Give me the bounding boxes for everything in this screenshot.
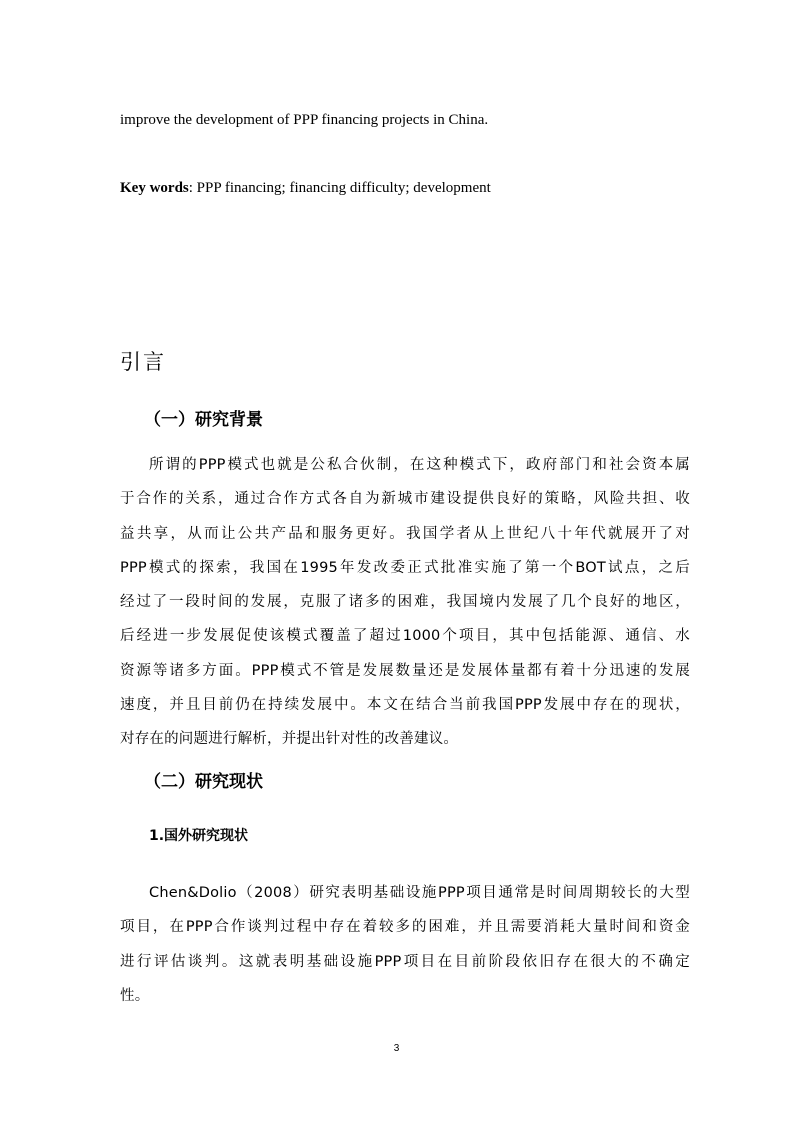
paragraph-line: 对存在的问题进行解析，并提出针对性的改善建议。 xyxy=(120,731,459,748)
paragraph-line: 速度，并且目前仍在持续发展中。本文在结合当前我国PPP发展中存在的现状， xyxy=(120,697,690,714)
section-heading-status: （二）研究现状 xyxy=(144,772,263,792)
paragraph-line: 于合作的关系，通过合作方式各自为新城市建设提供良好的策略，风险共担、收 xyxy=(120,491,690,508)
keywords-text: : PPP financing; financing difficulty; development xyxy=(188,180,491,196)
page-number: 3 xyxy=(393,1043,400,1054)
paragraph-line: Chen&Dolio（2008）研究表明基础设施PPP项目通常是时间周期较长的大型 xyxy=(149,885,690,901)
background-paragraph xyxy=(120,456,690,765)
paragraph-line: 进行评估谈判。这就表明基础设施PPP项目在目前阶段依旧存在很大的不确定 xyxy=(120,953,690,970)
paragraph-line: 性。 xyxy=(120,987,150,1004)
paragraph-line: 资源等诸多方面。PPP模式不管是发展数量还是发展体量都有着十分迅速的发展 xyxy=(120,662,690,679)
foreign-research-paragraph xyxy=(120,884,690,1021)
paragraph-line: PPP模式的探索，我国在1995年发改委正式批准实施了第一个BOT试点，之后 xyxy=(120,559,690,576)
subsection-heading-foreign: 1.国外研究现状 xyxy=(149,828,249,844)
intro-heading: 引言 xyxy=(120,350,166,374)
paragraph-line: 经过了一段时间的发展，克服了诸多的困难，我国境内发展了几个良好的地区， xyxy=(120,594,690,611)
keywords-line xyxy=(120,179,491,197)
paragraph-line: 后经进一步发展促使该模式覆盖了超过1000个项目，其中包括能源、通信、水 xyxy=(120,628,690,645)
abstract-tail-text: improve the development of PPP financing projects in China. xyxy=(120,112,489,128)
paragraph-line: 益共享，从而让公共产品和服务更好。我国学者从上世纪八十年代就展开了对 xyxy=(120,525,690,542)
keywords-label: Key words xyxy=(120,180,189,196)
paragraph-line: 项目，在PPP合作谈判过程中存在着较多的困难，并且需要消耗大量时间和资金 xyxy=(120,919,690,936)
paragraph-line: 所谓的PPP模式也就是公私合伙制，在这种模式下，政府部门和社会资本属 xyxy=(149,457,690,473)
section-heading-background: （一）研究背景 xyxy=(144,410,263,430)
